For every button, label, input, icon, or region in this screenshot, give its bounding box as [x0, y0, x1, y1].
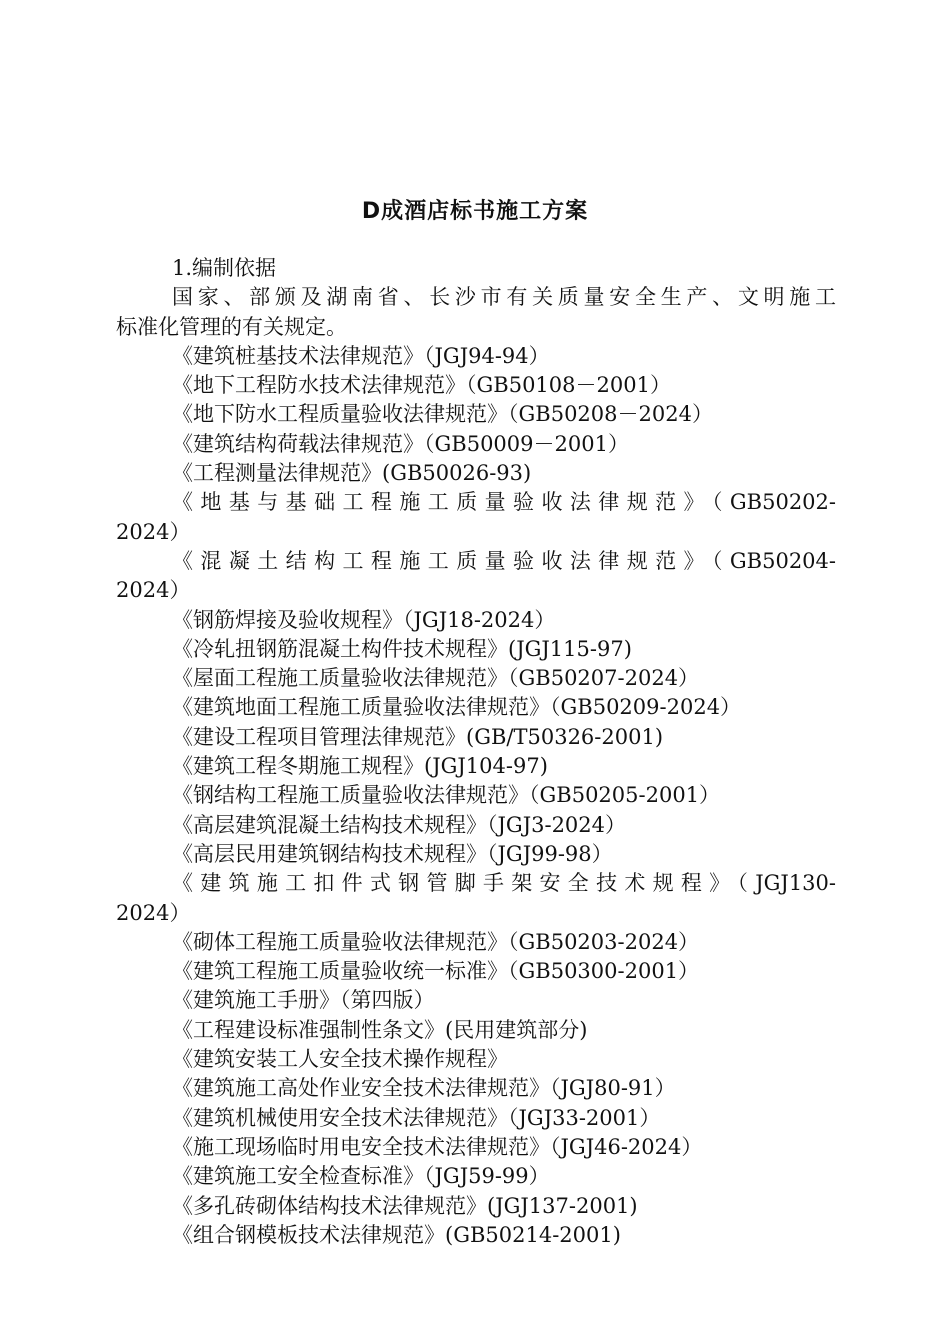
- reference-item: 《建筑施工安全检查标准》（JGJ59-99）: [172, 1164, 550, 1189]
- reference-item: 《地基与基础工程施工质量验收法律规范》（GB50202-: [172, 490, 836, 515]
- document-title: D成酒店标书施工方案: [361, 199, 589, 224]
- reference-item: 《建筑施工高处作业安全技术法律规范》（JGJ80-91）: [172, 1076, 676, 1101]
- reference-item: 《高层建筑混凝土结构技术规程》（JGJ3-2024）: [172, 812, 627, 837]
- reference-item: 《工程测量法律规范》(GB50026-93): [172, 461, 532, 486]
- reference-item: 《建筑机械使用安全技术法律规范》（JGJ33-2001）: [172, 1105, 661, 1130]
- reference-item: 《建筑地面工程施工质量验收法律规范》（GB50209-2024）: [172, 695, 742, 720]
- reference-item: 《地下防水工程质量验收法律规范》（GB50208－2024）: [172, 402, 713, 427]
- reference-item: 《建设工程项目管理法律规范》(GB/T50326-2001): [172, 724, 664, 749]
- reference-item: 《建筑结构荷载法律规范》（GB50009－2001）: [172, 431, 629, 456]
- reference-item: 《钢结构工程施工质量验收法律规范》（GB50205-2001）: [172, 783, 721, 808]
- paragraph-line: 标准化管理的有关规定。: [116, 314, 347, 339]
- reference-item: 《高层民用建筑钢结构技术规程》（JGJ99-98）: [172, 841, 613, 866]
- reference-item: 《冷轧扭钢筋混凝土构件技术规程》(JGJ115-97): [172, 636, 632, 661]
- paragraph-line: 国家、部颁及湖南省、长沙市有关质量安全生产、文明施工: [172, 285, 836, 310]
- reference-item: 《钢筋焊接及验收规程》（JGJ18-2024）: [172, 607, 556, 632]
- reference-item: 《工程建设标准强制性条文》(民用建筑部分): [172, 1017, 588, 1042]
- reference-item-continuation: 2024）: [116, 578, 191, 603]
- reference-item-continuation: 2024）: [116, 900, 191, 925]
- reference-item: 《建筑工程冬期施工规程》(JGJ104-97): [172, 754, 548, 779]
- reference-item-continuation: 2024）: [116, 519, 191, 544]
- reference-item: 《屋面工程施工质量验收法律规范》（GB50207-2024）: [172, 666, 700, 691]
- reference-item: 《组合钢模板技术法律规范》(GB50214-2001): [172, 1222, 621, 1247]
- reference-item: 《施工现场临时用电安全技术法律规范》（JGJ46-2024）: [172, 1134, 703, 1159]
- reference-item: 《砌体工程施工质量验收法律规范》（GB50203-2024）: [172, 929, 700, 954]
- reference-item: 《建筑桩基技术法律规范》（JGJ94-94）: [172, 343, 550, 368]
- reference-item: 《建筑施工手册》（第四版）: [172, 988, 435, 1013]
- reference-item: 《地下工程防水技术法律规范》（GB50108－2001）: [172, 373, 671, 398]
- document-body: [116, 254, 836, 1250]
- reference-item: 《建筑安装工人安全技术操作规程》: [172, 1047, 508, 1072]
- reference-item: 《混凝土结构工程施工质量验收法律规范》（GB50204-: [172, 548, 836, 573]
- reference-item: 《多孔砖砌体结构技术法律规范》(JGJ137-2001): [172, 1193, 638, 1218]
- reference-item: 《建筑施工扣件式钢管脚手架安全技术规程》（JGJ130-: [172, 871, 836, 896]
- reference-item: 《建筑工程施工质量验收统一标准》（GB50300-2001）: [172, 959, 700, 984]
- section-heading: 1.编制依据: [172, 256, 277, 280]
